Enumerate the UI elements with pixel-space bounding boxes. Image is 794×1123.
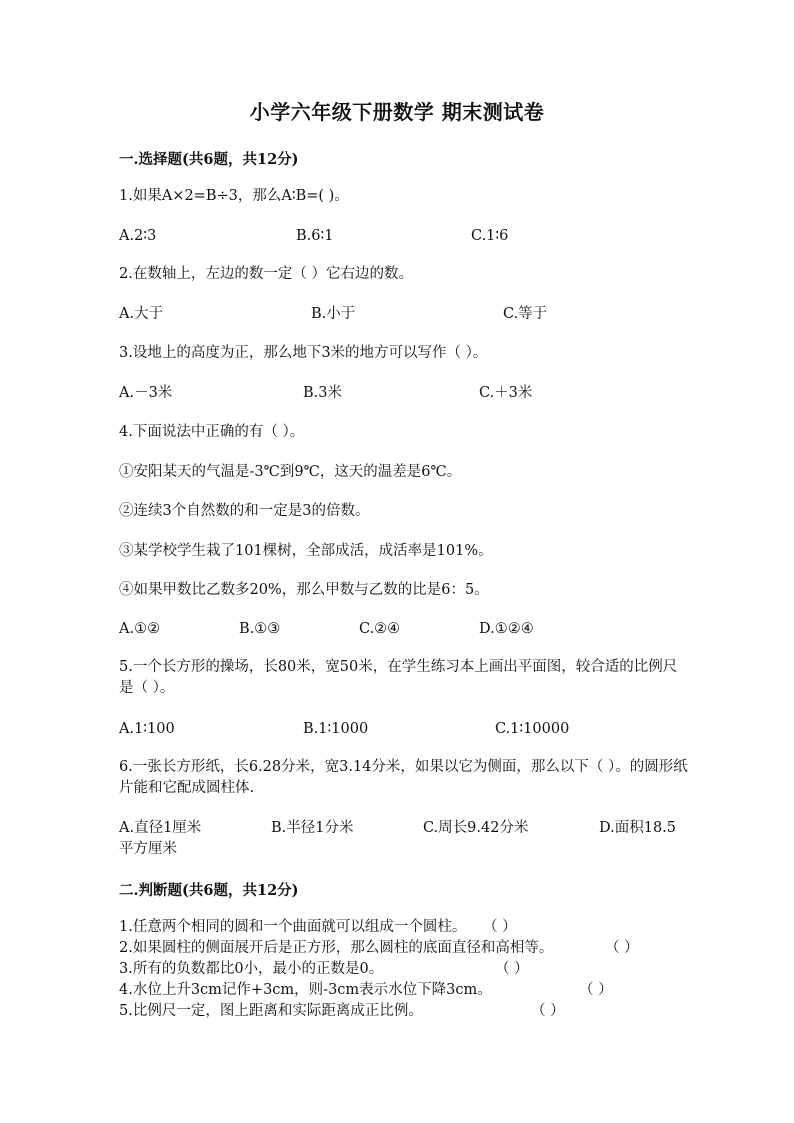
judge-item-5 — [119, 1001, 719, 1021]
option-a: A.1∶100 — [119, 721, 175, 737]
question-2-options — [119, 304, 719, 324]
question-4-stem: 4.下面说法中正确的有（ ）。 — [119, 424, 305, 440]
option-c: C.周长9.42分米 — [423, 820, 529, 836]
option-d: D.面积18.5 — [599, 820, 677, 836]
judge-item-text: 2.如果圆柱的侧面展开后是正方形，那么圆柱的底面直径和高相等。 — [119, 940, 554, 956]
question-1-options — [119, 226, 719, 246]
option-b: B.1∶1000 — [303, 721, 369, 737]
option-b: B.小于 — [311, 306, 356, 322]
option-c: C.1∶10000 — [495, 721, 570, 737]
question-3-stem: 3.设地上的高度为正，那么地下3米的地方可以写作（ ）。 — [119, 345, 488, 361]
question-4-statement-4: ④如果甲数比乙数多20%，那么甲数与乙数的比是6：5。 — [119, 582, 489, 598]
option-c: C.②④ — [359, 621, 401, 637]
judge-item-text: 3.所有的负数都比0小，最小的正数是0。 — [119, 961, 384, 977]
option-d: D.①②④ — [479, 621, 534, 637]
option-b: B.半径1分米 — [271, 820, 354, 836]
answer-blank[interactable]: （ ） — [495, 961, 529, 977]
judge-item-text: 4.水位上升3cm记作+3cm，则-3cm表示水位下降3cm。 — [119, 982, 492, 998]
question-2-stem: 2.在数轴上，左边的数一定（ ）它右边的数。 — [119, 266, 413, 282]
answer-blank[interactable]: （ ） — [483, 919, 517, 935]
option-a: A.－3米 — [119, 385, 173, 401]
option-c: C.等于 — [503, 306, 548, 322]
question-6-options — [119, 818, 719, 838]
option-c: C.＋3米 — [479, 385, 533, 401]
question-6-stem: 6.一张长方形纸，长6.28分米，宽3.14分米，如果以它为侧面，那么以下（ ）。的圆形纸片能和它配成圆柱体. — [119, 759, 688, 796]
question-5-options — [119, 719, 719, 739]
judge-item-3 — [119, 959, 719, 979]
answer-blank[interactable]: （ ） — [605, 940, 639, 956]
option-c: C.1∶6 — [471, 228, 509, 244]
judge-item-2 — [119, 938, 719, 958]
option-b: B.3米 — [303, 385, 342, 401]
question-3-options — [119, 383, 719, 403]
section-heading-choice: 一.选择题(共6题，共12分) — [119, 151, 299, 168]
option-b: B.①③ — [239, 621, 281, 637]
answer-blank[interactable]: （ ） — [531, 1003, 565, 1019]
judge-item-4 — [119, 980, 719, 1000]
option-d-continuation: 平方厘米 — [119, 841, 177, 857]
judge-item-text: 1.任意两个相同的圆和一个曲面就可以组成一个圆柱。 — [119, 919, 467, 935]
option-a: A.①② — [119, 621, 161, 637]
question-5-stem: 5.一个长方形的操场，长80米，宽50米，在学生练习本上画出平面图，较合适的比例尺是（ ）。 — [119, 659, 678, 696]
answer-blank[interactable]: （ ） — [579, 982, 613, 998]
question-1-stem: 1.如果A×2=B÷3，那么A∶B=( )。 — [119, 188, 349, 204]
option-a: A.大于 — [119, 306, 164, 322]
judge-item-1 — [119, 917, 719, 937]
option-a: A.直径1厘米 — [119, 820, 202, 836]
question-4-statement-2: ②连续3个自然数的和一定是3的倍数。 — [119, 503, 370, 519]
question-4-statement-1: ①安阳某天的气温是-3℃到9℃，这天的温差是6℃。 — [119, 464, 462, 480]
question-4-options — [119, 619, 719, 639]
page-title: 小学六年级下册数学 期末测试卷 — [249, 100, 545, 124]
option-b: B.6∶1 — [296, 228, 334, 244]
option-a: A.2∶3 — [119, 228, 157, 244]
question-4-statement-3: ③某学校学生栽了101棵树，全部成活，成活率是101%。 — [119, 543, 493, 559]
section-heading-judgement: 二.判断题(共6题，共12分) — [119, 882, 299, 899]
judge-item-text: 5.比例尺一定，图上距离和实际距离成正比例。 — [119, 1003, 423, 1019]
